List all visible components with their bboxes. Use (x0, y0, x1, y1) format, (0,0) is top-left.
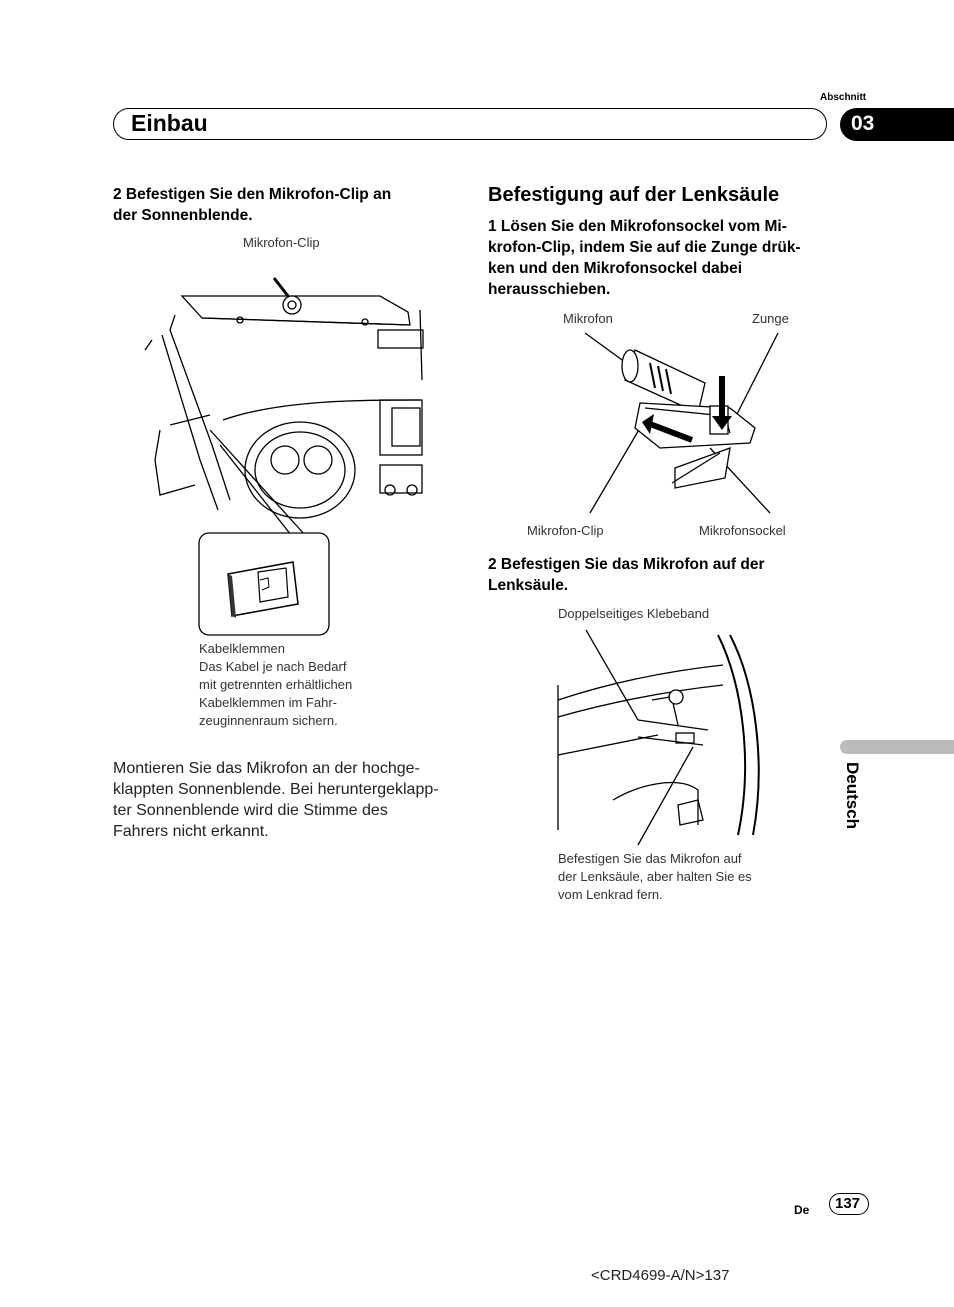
section-number: 03 (851, 112, 875, 135)
fig3-caption-line-2: der Lenksäule, aber halten Sie es (558, 869, 752, 884)
fig1-label-clip: Mikrofon-Clip (243, 235, 320, 250)
left-body-line-2: klappten Sonnenblende. Bei heruntergeklapp- (113, 781, 439, 798)
fig1-caption-line-4: Kabelklemmen im Fahr- (199, 695, 337, 710)
page-number: 137 (835, 1195, 861, 1212)
left-body-line-1: Montieren Sie das Mikrofon an der hochge- (113, 760, 420, 777)
fig3-caption-line-1: Befestigen Sie das Mikrofon auf (558, 851, 742, 866)
right-step-2 (488, 554, 764, 596)
left-step-2 (113, 184, 391, 226)
right-step-1-line-1: 1 Lösen Sie den Mikrofonsockel vom Mi- (488, 218, 787, 235)
language-label: Deutsch (843, 762, 862, 830)
chapter-title-box (113, 108, 827, 140)
fig3-caption (558, 850, 752, 904)
right-step-1-line-4: herausschieben. (488, 281, 611, 298)
fig1-caption (199, 640, 352, 730)
left-step-2-line-1: 2 Befestigen Sie den Mikrofon-Clip an (113, 186, 392, 203)
left-body-paragraph (113, 758, 439, 842)
cable-clamp-detail (198, 532, 330, 636)
fig1-caption-line-3: mit getrennten erhältlichen (199, 677, 353, 692)
chapter-title: Einbau (131, 110, 208, 136)
mic-clip-illustration (580, 328, 780, 518)
right-step-1 (488, 216, 801, 300)
right-heading: Befestigung auf der Lenksäule (488, 184, 780, 206)
fig1-caption-line-5: zeuginnenraum sichern. (199, 713, 338, 728)
fig2-label-zunge: Zunge (752, 311, 789, 326)
right-step-1-line-3: ken und den Mikrofonsockel dabei (488, 260, 743, 277)
left-body-line-3: ter Sonnenblende wird die Stimme des (113, 802, 388, 819)
right-step-2-line-1: 2 Befestigen Sie das Mikrofon auf der (488, 556, 765, 573)
right-step-2-line-2: Lenksäule. (488, 577, 569, 594)
left-step-2-line-2: der Sonnenblende. (113, 207, 253, 224)
fig1-caption-line-2: Das Kabel je nach Bedarf (199, 659, 347, 674)
right-step-1-line-2: krofon-Clip, indem Sie auf die Zunge drük- (488, 239, 801, 256)
fig3-caption-line-3: vom Lenkrad fern. (558, 887, 663, 902)
footer-doc-code: <CRD4699-A/N>137 (591, 1267, 730, 1284)
steering-column-illustration (558, 625, 768, 850)
language-tab (840, 740, 954, 754)
fig1-caption-line-1: Kabelklemmen (199, 641, 285, 656)
fig2-label-clip: Mikrofon-Clip (527, 523, 604, 538)
section-label: Abschnitt (820, 92, 867, 103)
left-body-line-4: Fahrers nicht erkannt. (113, 823, 269, 840)
fig2-label-mikrofon: Mikrofon (563, 311, 613, 326)
footer-lang-code: De (794, 1203, 810, 1217)
fig2-label-sockel: Mikrofonsockel (699, 523, 786, 538)
fig3-label-tape: Doppelseitiges Klebeband (558, 606, 710, 621)
